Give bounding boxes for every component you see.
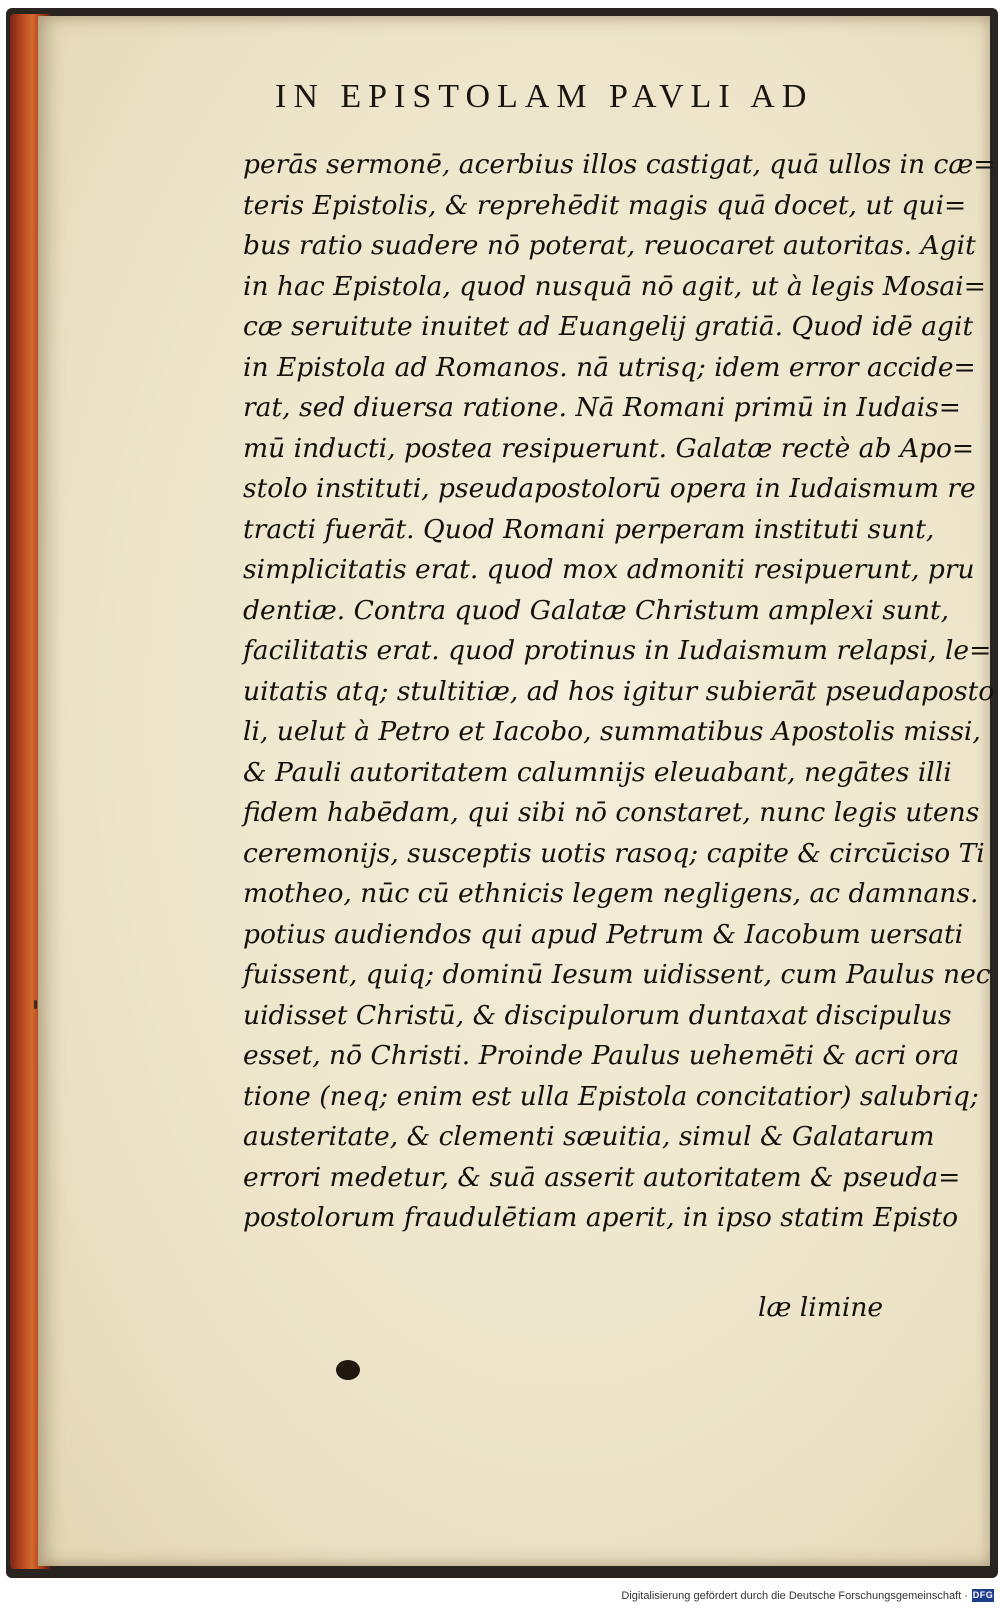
text-line: cæ seruitute inuitet ad Euangelij gratiā. Quod idē agit bbox=[243, 311, 974, 342]
text-line: ceremonijs, susceptis uotis rasoq; capite & circūciso Ti bbox=[243, 837, 985, 869]
digitization-credit: Digitalisierung gefördert durch die Deutsche Forschungsgemeinschaft · bbox=[621, 1590, 968, 1602]
text-line: facilitatis erat. quod protinus in Iudaismum relapsi, le= bbox=[243, 635, 992, 666]
dfg-logo: DFG bbox=[972, 1590, 994, 1600]
text-line: in Epistola ad Romanos. nā utrisq; idem error accide= bbox=[243, 351, 976, 383]
text-line: dentiæ. Contra quod Galatæ Christum amplexi sunt, bbox=[243, 594, 950, 626]
text-line: fuissent, quiq; dominū Iesum uidissent, cum Paulus nec bbox=[243, 959, 991, 990]
text-line: simplicitatis erat. quod mox admoniti resipuerunt, pru bbox=[243, 554, 975, 585]
text-line: stolo instituti, pseudapostolorū opera in Iudaismum re bbox=[243, 473, 976, 504]
text-line: & Pauli autoritatem calumnijs eleuabant, negātes illi bbox=[243, 756, 952, 788]
text-line: mū inducti, postea resipuerunt. Galatæ rectè ab Apo= bbox=[243, 432, 975, 464]
text-line: errori medetur, & suā asserit autoritatem & pseuda= bbox=[243, 1161, 961, 1193]
text-line: li, uelut à Petro et Iacobo, summatibus Apostolis missi, bbox=[243, 716, 981, 747]
text-line: esset, nō Christi. Proinde Paulus uehemēti & acri ora bbox=[243, 1040, 960, 1071]
margin-speck bbox=[34, 1000, 37, 1009]
text-line: uitatis atq; stultitiæ, ad hos igitur subierāt pseudaposto bbox=[243, 675, 995, 707]
text-line: rat, sed diuersa ratione. Nā Romani primū in Iudais= bbox=[243, 392, 961, 423]
text-line: in hac Epistola, quod nusquā nō agit, ut à legis Mosai= bbox=[243, 270, 986, 302]
text-line: bus ratio suadere nō poterat, reuocaret autoritas. Agit bbox=[243, 230, 976, 261]
text-line: austeritate, & clementi sæuitia, simul & Galatarum bbox=[243, 1121, 935, 1152]
text-line: motheo, nūc cū ethnicis legem negligens, ac damnans. bbox=[243, 878, 979, 909]
text-line: tione (neq; enim est ulla Epistola concitatior) salubriq; bbox=[243, 1080, 979, 1112]
body-text bbox=[243, 145, 996, 1239]
text-line: potius audiendos qui apud Petrum & Iacobum uersati bbox=[243, 918, 964, 950]
text-line: perās sermonē, acerbius illos castigat, quā ullos in cæ= bbox=[243, 149, 996, 180]
text-line: teris Epistolis, & reprehēdit magis quā docet, ut qui= bbox=[243, 189, 967, 221]
text-line: tracti fuerāt. Quod Romani perperam instituti sunt, bbox=[243, 513, 935, 545]
running-head: IN EPISTOLAM PAVLI AD bbox=[275, 78, 814, 115]
text-line: fidem habēdam, qui sibi nō constaret, nunc legis utens bbox=[243, 797, 980, 828]
text-line: postolorum fraudulētiam aperit, in ipso statim Episto bbox=[243, 1202, 959, 1233]
catchword: læ limine bbox=[758, 1292, 884, 1323]
text-line: uidisset Christū, & discipulorum duntaxat discipulus bbox=[243, 999, 952, 1031]
ink-blot bbox=[336, 1360, 360, 1380]
